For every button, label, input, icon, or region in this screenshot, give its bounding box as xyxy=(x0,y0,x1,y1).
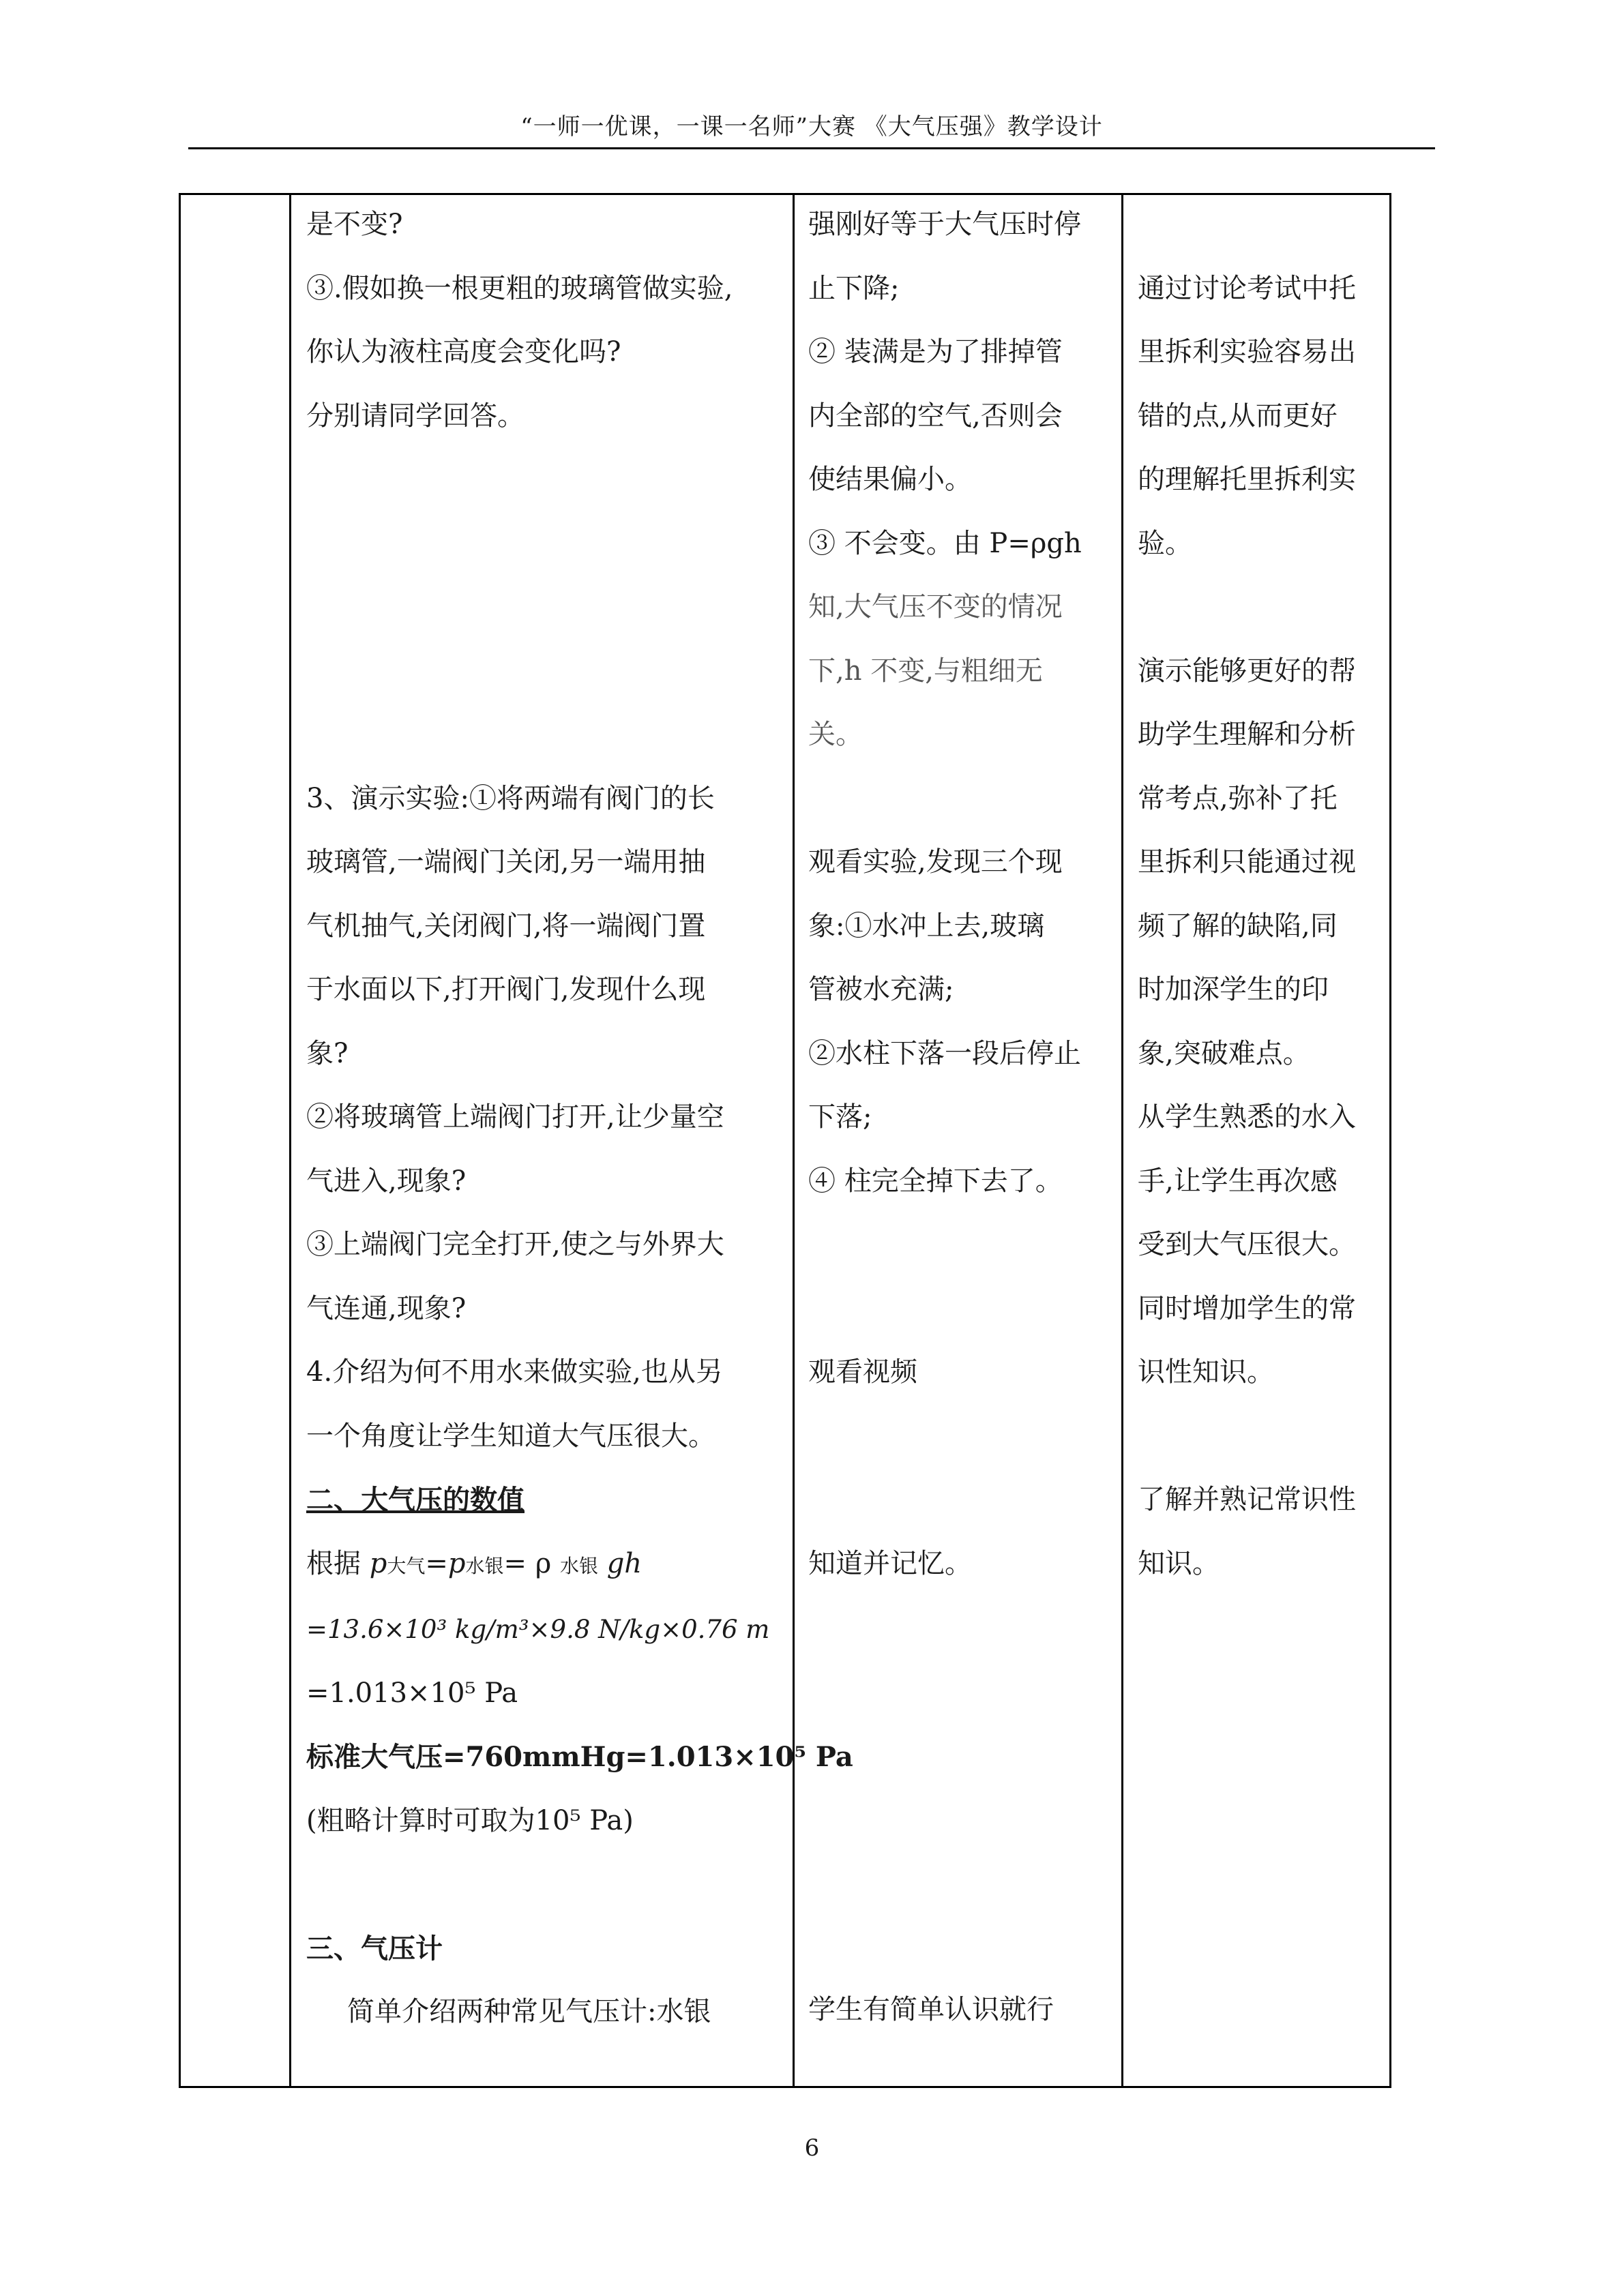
teacher-line: 气机抽气,关闭阀门,将一端阀门置 xyxy=(306,910,706,942)
teacher-line: 分别请同学回答。 xyxy=(306,400,525,432)
formula-subscript: 大气 xyxy=(387,1554,426,1577)
student-line: 强刚好等于大气压时停 xyxy=(808,209,1081,240)
intent-line: 同时增加学生的常 xyxy=(1138,1292,1356,1324)
teacher-line: 你认为液柱高度会变化吗? xyxy=(306,336,621,368)
teacher-line: 3、演示实验:①将两端有阀门的长 xyxy=(306,782,715,814)
page-header: “一师一优课，一课一名师”大赛 《大气压强》教学设计 xyxy=(520,113,1103,140)
formula-prefix: 根据 xyxy=(306,1547,361,1579)
student-line: 下,h 不变,与粗细无 xyxy=(808,655,1043,687)
student-line: 下落; xyxy=(808,1101,872,1133)
header-rule xyxy=(188,147,1435,149)
section-heading-atm-value: 二、大气压的数值 xyxy=(306,1484,525,1516)
intent-line: 里拆利实验容易出 xyxy=(1138,336,1356,368)
student-activity-cell xyxy=(795,193,1121,2088)
page-number: 6 xyxy=(804,2134,820,2162)
student-line: ④ 柱完全掉下去了。 xyxy=(808,1165,1063,1197)
student-line: 象:①水冲上去,玻璃 xyxy=(808,910,1045,942)
formula-operator: = ρ xyxy=(503,1547,552,1579)
student-line: 内全部的空气,否则会 xyxy=(808,400,1063,432)
formula-line xyxy=(306,1532,793,1598)
intent-line: 验。 xyxy=(1138,527,1192,559)
teacher-line: (粗略计算时可取为10⁵ Pa) xyxy=(306,1804,634,1836)
intent-line: 受到大气压很大。 xyxy=(1138,1229,1356,1260)
teacher-line: 是不变? xyxy=(306,209,403,240)
intent-line: 助学生理解和分析 xyxy=(1138,719,1356,750)
intent-line: 从学生熟悉的水入 xyxy=(1138,1101,1356,1133)
teacher-line: ②将玻璃管上端阀门打开,让少量空 xyxy=(306,1101,724,1133)
teacher-line: ③.假如换一根更粗的玻璃管做实验, xyxy=(306,272,733,304)
intent-line: 知识。 xyxy=(1138,1547,1220,1579)
teacher-line: 气连通,现象? xyxy=(306,1292,467,1324)
design-intent-cell xyxy=(1124,193,1389,2088)
column-divider-3 xyxy=(1121,193,1123,2088)
standard-atm-line: 标准大气压=760mmHg=1.013×10⁵ Pa xyxy=(306,1741,853,1773)
student-line: 观看实验,发现三个现 xyxy=(808,846,1063,878)
student-line: ②水柱下落一段后停止 xyxy=(808,1037,1081,1069)
teacher-line: 气进入,现象? xyxy=(306,1165,467,1197)
teacher-line: 简单介绍两种常见气压计:水银 xyxy=(347,1996,711,2027)
student-line: 观看视频 xyxy=(808,1356,917,1388)
section-heading-barometer: 三、气压计 xyxy=(306,1932,443,1965)
teacher-line: ③上端阀门完全打开,使之与外界大 xyxy=(306,1229,724,1260)
intent-line: 识性知识。 xyxy=(1138,1356,1274,1388)
teacher-line: 玻璃管,一端阀门关闭,另一端用抽 xyxy=(306,846,706,878)
intent-line: 通过讨论考试中托 xyxy=(1138,272,1356,304)
teacher-line: 象? xyxy=(306,1037,349,1069)
intent-line: 手,让学生再次感 xyxy=(1138,1165,1338,1197)
formula-subscript: 水银 xyxy=(559,1554,598,1577)
student-line: 知道并记忆。 xyxy=(808,1547,972,1579)
intent-line: 时加深学生的印 xyxy=(1138,974,1329,1005)
student-line: ③ 不会变。由 P=ρgh xyxy=(808,527,1082,559)
formula-symbol: p xyxy=(369,1547,387,1579)
column-divider-2 xyxy=(793,193,795,2088)
formula-line: =1.013×10⁵ Pa xyxy=(306,1677,518,1709)
intent-line: 的理解托里拆利实 xyxy=(1138,464,1356,495)
intent-line: 演示能够更好的帮 xyxy=(1138,655,1356,687)
student-line: 关。 xyxy=(808,719,863,750)
intent-line: 错的点,从而更好 xyxy=(1138,400,1338,432)
student-line: 管被水充满; xyxy=(808,974,954,1005)
student-line: 止下降; xyxy=(808,272,900,304)
student-line: ② 装满是为了排掉管 xyxy=(808,336,1063,368)
teacher-line: 一个角度让学生知道大气压很大。 xyxy=(306,1420,715,1452)
intent-line: 里拆利只能通过视 xyxy=(1138,846,1356,878)
student-line: 使结果偏小。 xyxy=(808,464,972,495)
formula-line: =13.6×10³ kg/m³×9.8 N/kg×0.76 m xyxy=(306,1615,770,1644)
intent-line: 常考点,弥补了托 xyxy=(1138,782,1338,814)
intent-line: 了解并熟记常识性 xyxy=(1138,1484,1356,1515)
intent-line: 频了解的缺陷,同 xyxy=(1138,910,1338,942)
teacher-line: 4.介绍为何不用水来做实验,也从另 xyxy=(306,1356,723,1388)
formula-symbol: p xyxy=(447,1547,466,1579)
student-line: 学生有简单认识就行 xyxy=(808,1994,1054,2025)
student-line: 知,大气压不变的情况 xyxy=(808,591,1063,623)
formula-operator: = xyxy=(425,1547,448,1579)
formula-symbol: gh xyxy=(606,1547,643,1579)
intent-line: 象,突破难点。 xyxy=(1138,1037,1310,1069)
formula-subscript: 水银 xyxy=(465,1554,504,1577)
teacher-line: 于水面以下,打开阀门,发现什么现 xyxy=(306,974,706,1005)
column-divider-1 xyxy=(289,193,291,2088)
